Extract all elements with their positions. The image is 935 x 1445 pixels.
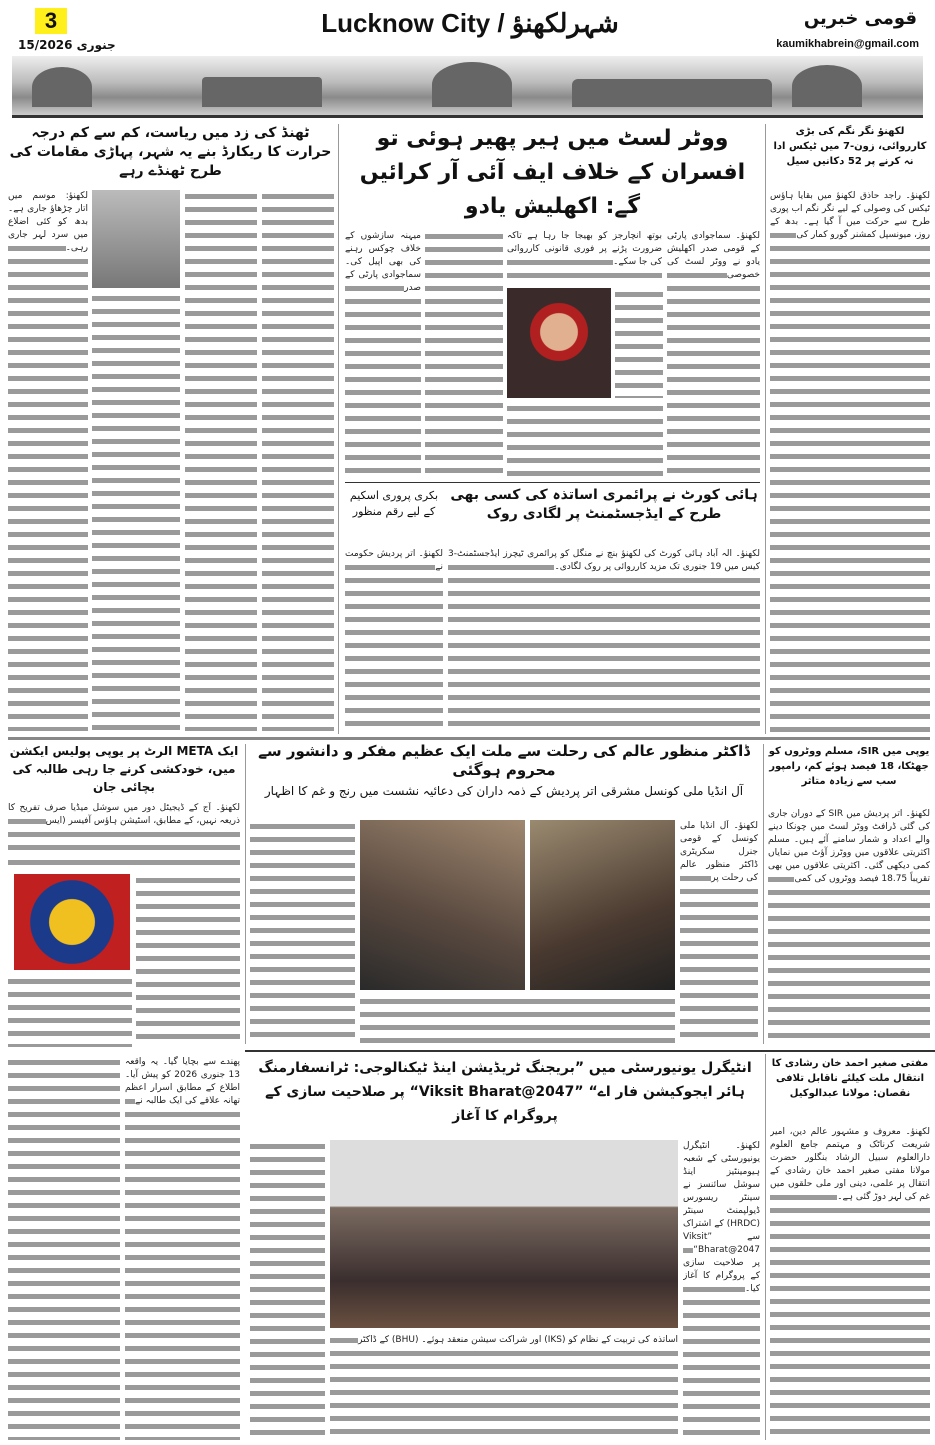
akhilesh-body-4	[507, 402, 663, 478]
manzoor-subhead: آل انڈیا ملی کونسل مشرقی اتر پردیش کے ذمہ داران کی دعائیہ نشست میں رنج و غم کا اظہار	[250, 783, 758, 799]
cold-body	[8, 190, 88, 731]
divider	[765, 124, 766, 734]
mufti-body	[770, 1126, 930, 1440]
akhilesh-body-2	[507, 230, 662, 284]
meta-body-4	[8, 975, 132, 1047]
goat-lead: لکھنؤ۔ اتر پردیش حکومت نے	[345, 549, 443, 572]
sir-body	[768, 808, 930, 1045]
cold-headline: ٹھنڈ کی زد میں ریاست، کم سے کم درجہ حرارت کا ریکارڈ بنے یہ شہر، پہاڑی مقامات کی طرح ٹھنڈے رہے	[9, 125, 332, 179]
contact-email: kaumikhabrein@gmail.com	[776, 38, 919, 50]
meta-lead-2: پھندے سے بچایا گیا۔ یہ واقعہ 13 جنوری 2026 کو پیش آیا۔ اطلاع کے مطابق اسرار اعظم تھانہ علاقے کی ایک طالبہ نے	[125, 1057, 240, 1106]
meeting-photo-2	[360, 820, 525, 990]
integral-headline: انٹیگرل یونیورسٹی میں ”بریجنگ ٹریڈیشن اینڈ ٹیکنالوجی: ٹرانسفارمنگ ہائر ایجوکیشن فار اے“ ”Viksit Bharat@2047“ پر صلاحیت سازی کے پروگرام کا آغاز	[250, 1056, 760, 1128]
court-body	[448, 548, 760, 732]
meta-body-6	[8, 1056, 120, 1440]
manzoor-body-2	[250, 820, 355, 1045]
meta-body-3	[136, 874, 240, 1047]
integral-group-photo	[330, 1140, 678, 1328]
cold-body-3	[185, 190, 257, 731]
integral-lead-2: اساتذہ کی تربیت کے نظام کو (IKS) اور شراکت سیشن منعقد ہوئے۔ (BHU) کے ڈاکٹر	[358, 1335, 678, 1345]
goat-body	[345, 548, 443, 732]
meta-lead: لکھنؤ۔ آج کے ڈیجیٹل دور میں سوشل میڈیا صرف تفریح کا ذریعہ نہیں، کے مطابق، اسٹیشن ہاؤس آفیسر (ایس	[8, 803, 240, 826]
section-title: Lucknow City / شہرلکھنؤ	[321, 8, 619, 38]
divider	[765, 1054, 766, 1440]
integral-body	[683, 1140, 760, 1440]
akhilesh-lead-2: بوتھ انچارجز کو بھیجا جا رہا ہے تاکہ ضرورت پڑنے پر فوری قانونی کارروائی کی جا سکے۔	[507, 231, 662, 267]
up-police-emblem-photo	[14, 874, 130, 970]
manzoor-body-3	[360, 995, 675, 1045]
integral-lead: لکھنؤ۔ انٹیگرل یونیورسٹی کے شعبہ ہیومینٹیز اینڈ سوشل سائنسز نے سینٹر ریسورس ڈیولپمنٹ سینٹر (HRDC) کے اشتراک سے ”Viksit Bharat@2047“ پر صلاحیت سازی کے پروگرام کا آغاز کیا۔	[683, 1141, 760, 1294]
akhilesh-headline: ووٹر لسٹ میں ہیر پھیر ہوئی تو افسران کے خلاف ایف آئی آر کرائیں گے: اکھلیش یادو	[345, 122, 760, 224]
akhilesh-body-3	[615, 288, 663, 398]
manzoor-lead: لکھنؤ۔ آل انڈیا ملی کونسل کے قومی جنرل سکریٹری ڈاکٹر منظور عالم کی رحلت پر	[680, 821, 758, 883]
sir-lead: لکھنؤ۔ اتر پردیش میں SIR کے دوران جاری کی گئی ڈرافٹ ووٹر لسٹ میں چونکا دینے والے اعداد و شمار سامنے آئے ہیں۔ مسلم اکثریتی علاقوں میں ووٹرز آؤٹ میں نمایاں کمی دیکھی گئی۔ اکثریتی علاقوں میں بھی تقریباً 18.75 فیصد ووٹروں کی کمی	[768, 809, 930, 884]
fog-motorcycle-photo	[92, 190, 180, 288]
meta-body-5	[125, 1056, 240, 1440]
integral-body-2	[250, 1140, 325, 1440]
divider	[763, 744, 764, 1044]
issue-date: 15/جنوری 2026	[18, 38, 116, 52]
divider	[245, 744, 246, 1044]
mufti-headline: مفتی صغیر احمد خان رشادی کا انتقال ملت کیلئے ناقابل تلافی نقصان: مولانا عبدالوکیل	[771, 1058, 929, 1099]
divider	[338, 124, 339, 734]
akhilesh-body	[667, 230, 760, 478]
masthead-logo: قومی خبریں	[803, 8, 917, 29]
akhilesh-yadav-photo	[507, 288, 611, 398]
lucknow-skyline-banner	[12, 56, 923, 118]
cold-lead: لکھنؤ: موسم میں اتار چڑھاؤ جاری ہے۔ بدھ کو کئی اضلاع میں سرد لہر جاری رہی۔	[8, 191, 88, 253]
goat-headline: بکری پروری اسکیم کے لیے رقم منظور	[345, 488, 443, 520]
mufti-lead: لکھنؤ۔ معروف و مشہور عالم دین، امیر شریعت کرناٹک و مہتمم جامع العلوم دارالعلوم سبیل الرشاد بنگلور حضرت مولانا مفتی صغیر احمد خان رشادی کے انتقال پر علمی، دینی اور ملی حلقوں میں غم کی لہر دوڑ گئی ہے۔	[770, 1127, 930, 1202]
manzoor-body	[680, 820, 758, 1045]
akhilesh-body-6	[345, 230, 421, 478]
divider	[245, 1050, 935, 1052]
cold-body-2	[92, 292, 180, 731]
sir-headline: یوپی میں SIR، مسلم ووٹروں کو جھٹکا، 18 فیصد ہوئے کم، رامپور سب سے زیادہ متاثر	[768, 746, 930, 787]
akhilesh-lead: لکھنؤ۔ سماجوادی پارٹی کے قومی صدر اکھلیش یادو نے ووٹر لسٹ کی خصوصی	[667, 231, 760, 280]
akhilesh-lead-3: میہنہ سازشوں کے خلاف چوکس رہنے کی بھی اپیل کی۔ سماجوادی پارٹی کے صدر	[345, 231, 421, 293]
cold-body-4	[262, 190, 334, 731]
integral-body-3	[330, 1334, 678, 1440]
meta-body	[8, 802, 240, 854]
divider	[8, 737, 930, 740]
manzoor-headline: ڈاکٹر منظور عالم کی رحلت سے ملت ایک عظیم مفکر و دانشور سے محروم ہوگئی	[250, 742, 758, 780]
tax-lead: لکھنؤ۔ راجد حاذق لکھنؤ میں بقایا ہاؤس ٹیکس کی وصولی کے لیے نگر نگم اب پوری طرح سے حرکت میں آ گیا ہے۔ بدھ کے روز، میونسپل کمشنر گورو کمار کی	[770, 191, 930, 240]
tax-body	[770, 190, 930, 732]
court-lead: لکھنؤ۔ الہ آباد ہائی کورٹ کی لکھنؤ بنچ نے منگل کو پرائمری ٹیچرز ایڈجسٹمنٹ-3 کیس میں 19 جنوری تک مزید کارروائی پر روک لگادی۔	[448, 549, 760, 572]
meta-body-2	[8, 856, 240, 869]
akhilesh-body-5	[425, 230, 503, 478]
meta-headline: ایک META الرٹ پر یوپی پولیس ایکشن میں، خودکشی کرنے جا رہی طالبہ کی بچائی جان	[9, 744, 239, 794]
tax-headline: لکھنؤ نگر نگم کی بڑی کارروائی، زون-7 میں ٹیکس ادا نہ کرنے پر 52 دکانیں سیل	[770, 124, 930, 169]
divider	[345, 482, 760, 483]
court-headline: ہائی کورٹ نے پرائمری اساتذہ کی کسی بھی طرح کے ایڈجسٹمنٹ پر لگادی روک	[448, 486, 760, 524]
page-number: 3	[35, 8, 67, 34]
meeting-photo-1	[530, 820, 675, 990]
